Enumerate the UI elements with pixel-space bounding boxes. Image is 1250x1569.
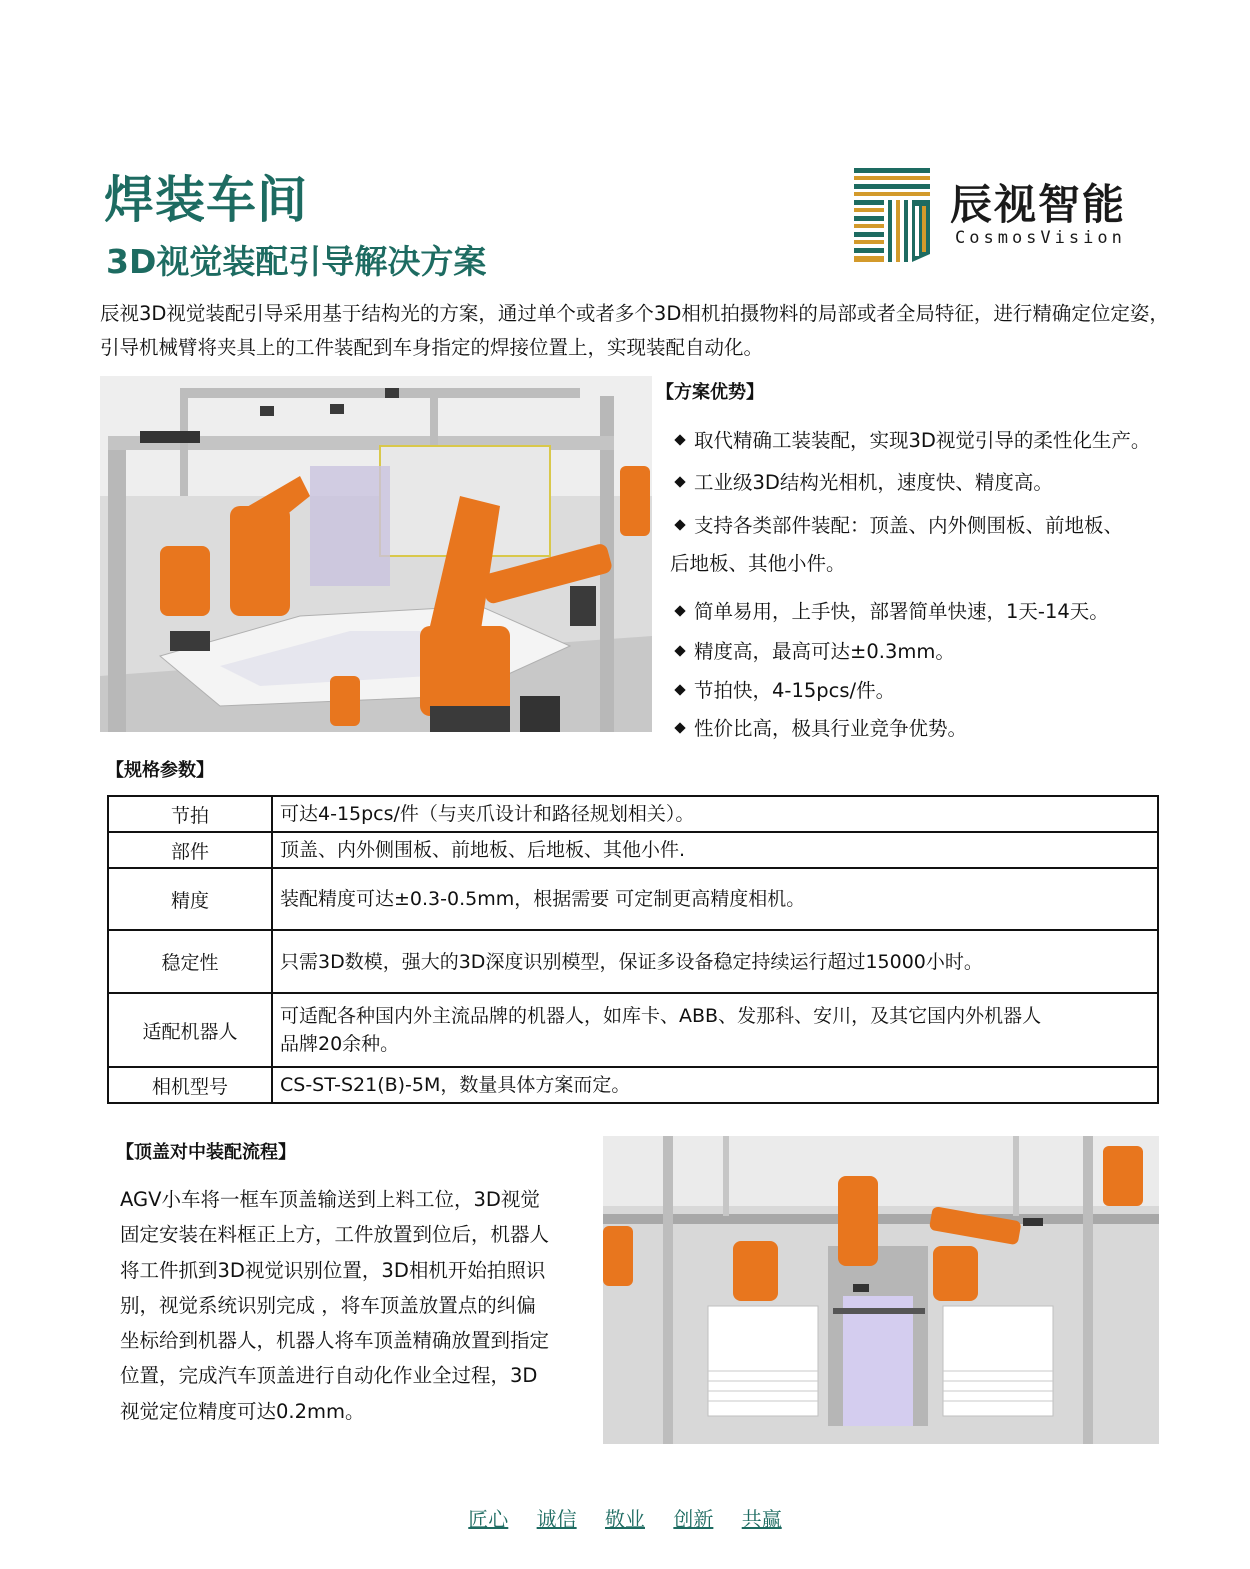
flow-title: 【顶盖对中装配流程】	[116, 1142, 296, 1163]
spec-value: 可适配各种国内外主流品牌的机器人，如库卡、ABB、发那科、安川，及其它国内外机器人 品牌20余种。	[272, 993, 1158, 1067]
spec-key: 节拍	[108, 796, 272, 832]
list-item-continuation: 后地板、其他小件。	[670, 552, 846, 575]
advantages-title: 【方案优势】	[656, 382, 764, 403]
page-subtitle: 3D视觉装配引导解决方案	[106, 242, 487, 281]
diamond-bullet-icon	[674, 519, 685, 530]
roof-assembly-image	[603, 1136, 1159, 1444]
spec-key: 精度	[108, 868, 272, 930]
spec-value: 可达4-15pcs/件（与夹爪设计和路径规划相关）。	[272, 796, 1158, 832]
spec-key: 部件	[108, 832, 272, 868]
table-row	[108, 930, 1158, 993]
diamond-bullet-icon	[674, 476, 685, 487]
list-item: 取代精确工装装配，实现3D视觉引导的柔性化生产。	[670, 425, 1150, 453]
logo-name-en: CosmosVision	[955, 228, 1126, 248]
welding-cell-image	[100, 376, 652, 732]
table-row	[108, 1067, 1158, 1103]
diamond-bullet-icon	[674, 605, 685, 616]
list-item: 支持各类部件装配：顶盖、内外侧围板、前地板、	[670, 510, 1123, 538]
spec-value: 顶盖、内外侧围板、前地板、后地板、其他小件.	[272, 832, 1158, 868]
footer-item[interactable]: 创新	[673, 1507, 714, 1531]
list-item: 精度高，最高可达±0.3mm。	[670, 636, 955, 664]
spec-key: 相机型号	[108, 1067, 272, 1103]
spec-value: 装配精度可达±0.3-0.5mm，根据需要 可定制更高精度相机。	[272, 868, 1158, 930]
footer-item[interactable]: 诚信	[536, 1507, 577, 1531]
spec-table	[107, 795, 1159, 1104]
list-item: 节拍快，4-15pcs/件。	[670, 675, 895, 703]
table-row	[108, 868, 1158, 930]
spec-value: CS-ST-S21(B)-5M，数量具体方案而定。	[272, 1067, 1158, 1103]
spec-value: 只需3D数模，强大的3D深度识别模型，保证多设备稳定持续运行超过15000小时。	[272, 930, 1158, 993]
footer-item[interactable]: 敬业	[605, 1507, 645, 1531]
table-row	[108, 796, 1158, 832]
spec-key: 适配机器人	[108, 993, 272, 1067]
list-item: 性价比高，极具行业竞争优势。	[670, 713, 967, 741]
list-item: 工业级3D结构光相机，速度快、精度高。	[670, 467, 1053, 495]
table-row	[108, 993, 1158, 1067]
table-row	[108, 832, 1158, 868]
flow-paragraph: AGV小车将一框车顶盖输送到上料工位，3D视觉 固定安装在料框正上方，工件放置到位后，机器人 将工件抓到3D视觉识别位置，3D相机开始拍照识 别，视觉系统识别完成 ，将车顶盖放置点的纠偏 坐标给到机器人，机器人将车顶盖精确放置到指定 位置，完成汽车顶盖进行自动化作业全过程，3D 视觉定位精度可达0.2mm。	[120, 1188, 550, 1423]
diamond-bullet-icon	[674, 684, 685, 695]
footer-values	[0, 1503, 1250, 1532]
footer-item[interactable]: 共赢	[741, 1507, 782, 1531]
intro-paragraph: 辰视3D视觉装配引导采用基于结构光的方案，通过单个或者多个3D相机拍摄物料的局部或者全局特征，进行精确定位定姿，引导机械臂将夹具上的工件装配到车身指定的焊接位置上，实现装配自动化。	[100, 302, 1169, 359]
page-title: 焊装车间	[104, 171, 308, 229]
list-item: 简单易用，上手快，部署简单快速，1天-14天。	[670, 596, 1109, 624]
logo-mark-icon	[854, 168, 930, 262]
spec-key: 稳定性	[108, 930, 272, 993]
diamond-bullet-icon	[674, 722, 685, 733]
footer-item[interactable]: 匠心	[468, 1507, 509, 1531]
logo-name-cn: 辰视智能	[950, 180, 1127, 229]
diamond-bullet-icon	[674, 645, 685, 656]
diamond-bullet-icon	[674, 434, 685, 445]
spec-title: 【规格参数】	[106, 760, 214, 781]
